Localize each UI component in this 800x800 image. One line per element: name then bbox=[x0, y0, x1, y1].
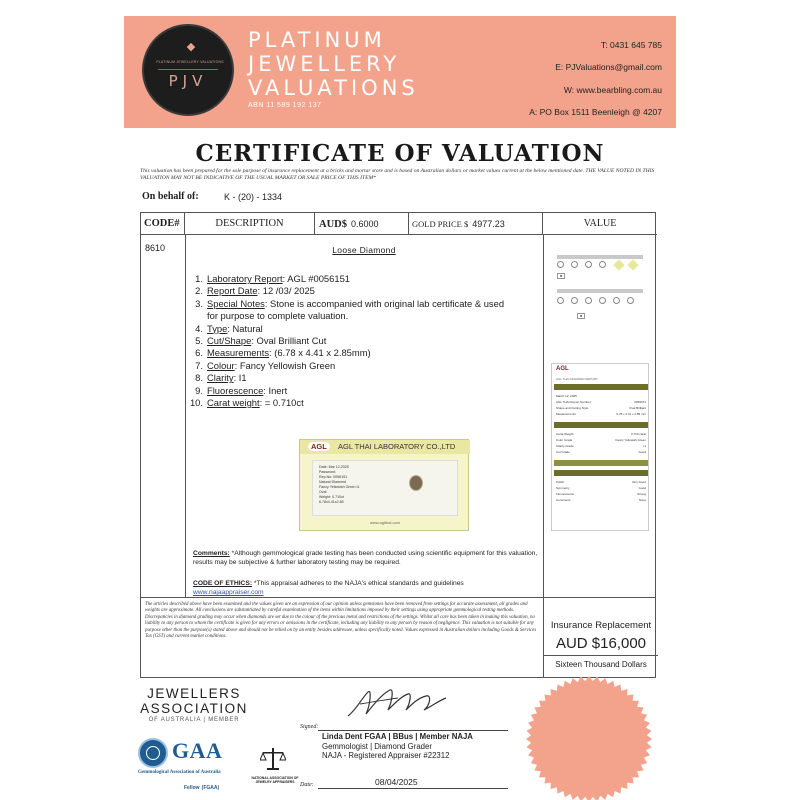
spec-row bbox=[189, 360, 539, 372]
diamond-grading-diagram bbox=[551, 247, 649, 339]
report-line-key: Polish bbox=[556, 480, 565, 484]
header-code: CODE# bbox=[141, 213, 185, 235]
certificate-title: CERTIFICATE OF VALUATION bbox=[195, 140, 605, 167]
report-line-value: 0056151 bbox=[634, 400, 646, 404]
contact-address: A: PO Box 1511 Beenleigh @ 4207 bbox=[529, 107, 662, 117]
report-line-key: Clarity Grade bbox=[556, 444, 574, 448]
header-description: DESCRIPTION bbox=[185, 213, 315, 235]
ja-line-3: OF AUSTRALIA | MEMBER bbox=[148, 717, 240, 723]
ethics-label: CODE OF ETHICS: bbox=[193, 580, 253, 587]
grade-dot bbox=[571, 261, 578, 268]
report-line-key: Cut Grade bbox=[556, 450, 570, 454]
report-agl-logo: AGL bbox=[556, 366, 569, 372]
column-divider bbox=[185, 235, 186, 598]
spec-value: : = 0.710ct bbox=[259, 397, 304, 409]
aud-label: AUD$ bbox=[319, 219, 347, 230]
lab-detail: Oval bbox=[319, 490, 327, 494]
spec-key: Measurements bbox=[207, 347, 270, 359]
gaa-fellow bbox=[184, 782, 219, 791]
gaa-fellow-label: Fellow bbox=[184, 785, 200, 791]
code-of-ethics bbox=[193, 579, 539, 597]
gold-label: GOLD PRICE $ bbox=[412, 219, 469, 229]
spec-key: Carat weight bbox=[207, 397, 260, 409]
lab-detail: Fancy Yellowish Green I1 bbox=[319, 485, 360, 489]
report-band bbox=[554, 460, 648, 466]
valuation-disclaimer: This valuation has been prepared for the sole purpose of insurance replacement at a bricks and mortar store and is based on Australian dollars or market values current at the below mentioned date. THE VALUE NOTED IN THIS VALUATION MAY NOT BE INDICATIVE OF THE USUAL MARKET OR SALE PRICE OF THIS ITEM* bbox=[140, 168, 655, 181]
spec-row bbox=[189, 372, 539, 384]
grade-marker: ■ bbox=[577, 313, 585, 319]
spec-num: 9. bbox=[195, 384, 203, 396]
spec-num: 6. bbox=[195, 347, 203, 359]
spec-key: Report Date bbox=[207, 285, 258, 297]
report-subtitle: AGL THAI DIAMOND REPORT bbox=[556, 377, 598, 381]
spec-row bbox=[189, 298, 539, 310]
date-line bbox=[318, 788, 508, 789]
spec-key: Type bbox=[207, 322, 228, 334]
item-title: Loose Diamond bbox=[332, 245, 396, 255]
comments-label: Comments: bbox=[193, 550, 230, 557]
gaa-emblem-icon bbox=[138, 738, 168, 768]
stone-image bbox=[409, 475, 423, 491]
brand-line-1: PLATINUM bbox=[248, 28, 386, 52]
lab-detail: Password: bbox=[319, 470, 336, 474]
report-line-value: Good bbox=[638, 486, 646, 490]
comments bbox=[193, 549, 539, 567]
report-line-key: Symmetry bbox=[556, 486, 570, 490]
naja-link[interactable]: www.najaappraiser.com bbox=[193, 589, 264, 596]
spec-row bbox=[189, 385, 539, 397]
spec-value: for purpose to complete valuation. bbox=[207, 310, 349, 322]
report-line bbox=[556, 406, 646, 410]
spec-num: 7. bbox=[195, 359, 203, 371]
on-behalf-value: K - (20) - 1334 bbox=[224, 192, 283, 202]
spec-key: Fluorescence bbox=[207, 384, 264, 396]
spec-value: : 12 /03/ 2025 bbox=[257, 285, 315, 297]
spec-value: : (6.78 x 4.41 x 2.85mm) bbox=[269, 347, 371, 359]
report-band bbox=[554, 422, 648, 428]
insurance-box bbox=[543, 598, 657, 678]
logo-small-text: PLATINUM JEWELLERY VALUATIONS bbox=[156, 60, 224, 64]
spec-value: : Stone is accompanied with original lab certificate & used bbox=[264, 297, 505, 309]
header-gold-price bbox=[409, 213, 543, 235]
ethics-text: *This appraisal adheres to the NAJA's ethical standards and guidelines bbox=[252, 580, 464, 587]
grading-scale-bar bbox=[557, 289, 643, 293]
spec-num: 10. bbox=[189, 397, 203, 409]
report-line-key: Shape and Cutting Style bbox=[556, 406, 589, 410]
comments-text: *Although gemmological grade testing has been conducted using scientific equipment for this valuation, results may be subjective & further laboratory testing may be required. bbox=[193, 550, 538, 566]
grade-marker: ■ bbox=[557, 273, 565, 279]
report-line bbox=[556, 444, 646, 448]
spec-row bbox=[189, 285, 539, 297]
date-label: Date: bbox=[300, 782, 314, 788]
spec-row bbox=[189, 310, 539, 322]
spec-value: : I1 bbox=[233, 372, 247, 384]
gold-value: 4977.23 bbox=[472, 219, 505, 229]
contact-website: W: www.bearbling.com.au bbox=[563, 85, 662, 95]
report-line bbox=[556, 400, 646, 404]
report-band bbox=[554, 384, 648, 390]
report-line-key: Fluorescence bbox=[556, 492, 575, 496]
spec-num: 3. bbox=[195, 297, 203, 309]
report-line-value: Very Good bbox=[631, 480, 646, 484]
fine-print: The articles described above have been examined and the values given are an expression of our opinion unless gemstones have been removed from settings for accurate assessment, all grades and weights are approximate. All conclusions are substantiated by careful examination of the items within limitations imposed by their settings using appropriate gemmological testing methods. Discrepancies in diamond grading may occur when diamonds are set due to the colour of the precious metal and restrictions of the settings. Whilst all care has been taken in making this valuation, no liability to any person to whom the certificate is given for any errors or omissions in the certificate, including any liability to any person by reason of negligence. This valuation is not suitable for any purpose other than the purpose(s) stated above and should not be relied on by an entity besides addressee, unless specifically noted. Values expressed in Australian dollars including Goods & Services Tax (GST) and current market conditions. bbox=[145, 602, 537, 640]
ja-line-1: JEWELLERS bbox=[147, 686, 241, 701]
report-line bbox=[556, 480, 646, 484]
lab-card-image bbox=[299, 439, 469, 531]
seal-stamp bbox=[524, 674, 654, 800]
report-line-value: 0.710 carat bbox=[630, 432, 646, 436]
seal-shape bbox=[526, 676, 652, 800]
brand-line-2: JEWELLERY bbox=[248, 52, 401, 76]
signer-title: Gemmologist | Diamond Grader bbox=[322, 741, 432, 751]
ja-line-2: ASSOCIATION bbox=[140, 701, 248, 716]
logo-divider bbox=[158, 69, 218, 70]
pjv-logo bbox=[142, 24, 234, 116]
spec-num: 1. bbox=[195, 273, 203, 284]
lab-detail: Rep.No: 0056151 bbox=[319, 475, 348, 479]
report-line bbox=[556, 492, 646, 496]
spec-key: Colour bbox=[207, 359, 235, 371]
spec-num: 8. bbox=[195, 372, 203, 384]
spec-list bbox=[189, 273, 539, 409]
report-line-value: Fancy Yellowish Green bbox=[615, 438, 646, 442]
insurance-words: Sixteen Thousand Dollars bbox=[555, 660, 647, 669]
certificate-page bbox=[120, 12, 680, 798]
report-line-value: I1 bbox=[643, 444, 646, 448]
spec-key: Clarity bbox=[207, 372, 234, 384]
report-line-value: 6.78 x 4.41 x 2.85 mm bbox=[616, 412, 646, 416]
grade-dot bbox=[627, 297, 634, 304]
diamond-icon: ◆ bbox=[186, 41, 196, 53]
spec-key: Cut/Shape bbox=[207, 335, 252, 347]
grade-dot bbox=[557, 297, 564, 304]
grade-dot bbox=[571, 297, 578, 304]
logo-initials: PJV bbox=[168, 72, 208, 90]
lab-detail: Natural Diamond bbox=[319, 480, 346, 484]
spec-value: : Natural bbox=[227, 322, 263, 334]
lab-detail: Date: Mar 12,2025 bbox=[319, 465, 349, 469]
on-behalf-label: On behalf of: bbox=[142, 191, 199, 202]
lab-card-inner bbox=[312, 460, 458, 516]
report-line bbox=[556, 438, 646, 442]
lab-card-name: AGL THAI LABORATORY CO.,LTD bbox=[338, 442, 456, 451]
spec-row bbox=[189, 335, 539, 347]
contact-phone: T: 0431 645 785 bbox=[601, 40, 662, 50]
report-line-value: Strong bbox=[637, 492, 646, 496]
item-code: 8610 bbox=[145, 243, 166, 253]
spec-key: Special Notes bbox=[207, 297, 265, 309]
spec-row bbox=[189, 323, 539, 335]
lab-detail: Weight: 0.710ct bbox=[319, 495, 344, 499]
header-value: VALUE bbox=[543, 213, 657, 235]
grade-dot bbox=[599, 261, 606, 268]
spec-value: : AGL #0056151 bbox=[282, 273, 350, 284]
report-line bbox=[556, 498, 646, 502]
report-line bbox=[556, 486, 646, 490]
gaa-emblem-ring bbox=[146, 746, 160, 760]
signer-block bbox=[322, 732, 473, 761]
signer-registration: NAJA - Registered Appraiser #22312 bbox=[322, 751, 450, 760]
gaa-fellow-suffix: (FGAA) bbox=[201, 785, 220, 791]
header-aud bbox=[315, 213, 409, 235]
report-line-key: AGL THAI Report Number bbox=[556, 400, 591, 404]
signed-label: Signed: bbox=[300, 724, 319, 730]
spec-num: 2. bbox=[195, 285, 203, 297]
report-line-key: Carat Weight bbox=[556, 432, 574, 436]
report-line bbox=[556, 432, 646, 436]
report-line-key: March 12, 2025 bbox=[556, 394, 577, 398]
gaa-text: GAA bbox=[172, 738, 223, 763]
insurance-divider bbox=[544, 655, 658, 656]
report-line bbox=[556, 450, 646, 454]
spec-num: 5. bbox=[195, 335, 203, 347]
report-line-value: Good bbox=[638, 450, 646, 454]
lab-card-details bbox=[319, 465, 379, 505]
spec-row bbox=[189, 347, 539, 359]
lab-card-website: www.aglthai.com bbox=[369, 520, 400, 525]
contact-email: E: PJValuations@gmail.com bbox=[555, 62, 662, 72]
column-divider bbox=[543, 235, 544, 598]
diamond-icon bbox=[627, 259, 638, 270]
spec-row bbox=[189, 273, 539, 285]
spec-value: : Fancy Yellowish Green bbox=[234, 359, 336, 371]
grading-scale-bar bbox=[557, 255, 643, 259]
agl-logo: AGL bbox=[308, 442, 330, 451]
lab-report-image bbox=[551, 363, 649, 531]
grade-dot bbox=[585, 261, 592, 268]
report-line-key: Color Grade bbox=[556, 438, 573, 442]
signer-name: Linda Dent FGAA | BBus | Member NAJA bbox=[322, 732, 473, 741]
header-band bbox=[124, 16, 676, 128]
report-line bbox=[556, 412, 646, 416]
lab-detail: 6.78x4.41x2.85 bbox=[319, 500, 344, 504]
lower-section bbox=[140, 598, 656, 678]
report-band bbox=[554, 470, 648, 476]
abn-number: ABN 11 589 192 137 bbox=[248, 102, 322, 109]
scales-icon bbox=[260, 746, 286, 772]
gaa-subtitle: Gemmological Association of Australia bbox=[138, 770, 221, 775]
report-line-key: Measurements bbox=[556, 412, 576, 416]
report-line-value: None bbox=[638, 498, 646, 502]
insurance-value: AUD $16,000 bbox=[555, 635, 647, 652]
grade-dot bbox=[585, 297, 592, 304]
report-line-value: Oval Brilliant bbox=[629, 406, 646, 410]
spec-value: : Oval Brilliant Cut bbox=[251, 335, 327, 347]
spec-num: 4. bbox=[195, 322, 203, 334]
grade-dot bbox=[613, 297, 620, 304]
diamond-icon bbox=[613, 259, 624, 270]
insurance-label: Insurance Replacement bbox=[550, 620, 652, 631]
valuation-table bbox=[140, 212, 656, 598]
report-line-key: Comments bbox=[556, 498, 571, 502]
aud-value: 0.6000 bbox=[351, 219, 379, 229]
spec-value: : Inert bbox=[263, 384, 288, 396]
spec-key: Laboratory Report bbox=[207, 273, 283, 284]
jewellers-association-logo bbox=[130, 686, 258, 723]
naja-subtitle: NATIONAL ASSOCIATION OF JEWELRY APPRAISERS bbox=[251, 776, 299, 784]
grade-dot bbox=[557, 261, 564, 268]
brand-line-3: VALUATIONS bbox=[248, 76, 419, 100]
signature-line bbox=[318, 730, 508, 731]
date-value: 08/04/2025 bbox=[375, 777, 418, 787]
report-line bbox=[556, 394, 646, 398]
grade-dot bbox=[599, 297, 606, 304]
signature-image bbox=[342, 680, 452, 724]
spec-row bbox=[189, 397, 539, 409]
